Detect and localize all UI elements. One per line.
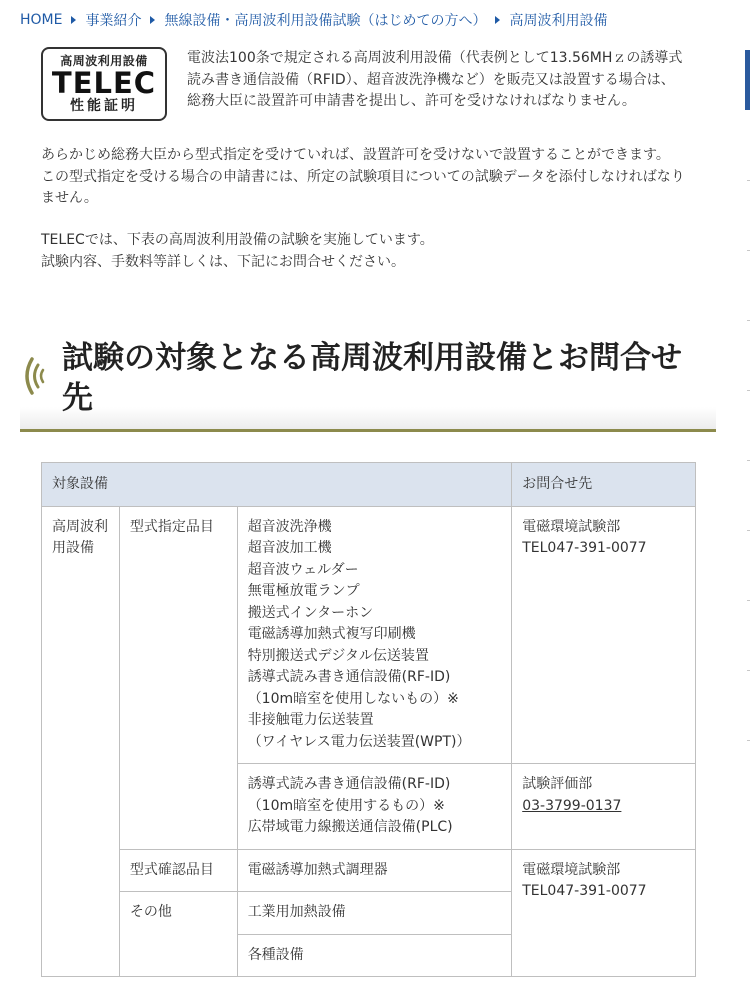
list-item: 無電極放電ランプ	[247, 583, 360, 599]
list-item: 誘導式読み書き通信設備(RF-ID)	[247, 669, 451, 685]
list-item: （10m暗室を使用しないもの）※	[247, 690, 459, 707]
badge-line3: 性能証明	[70, 98, 138, 114]
header-contact: お問合せ先	[512, 463, 696, 507]
contact1-cell	[512, 506, 696, 764]
list-item: 超音波洗浄機	[247, 518, 332, 535]
breadcrumb-radio-testing-link[interactable]: 無線設備・高周波利用設備試験（はじめての方へ）	[164, 13, 487, 29]
breadcrumb-current[interactable]: 高周波利用設備	[509, 13, 608, 29]
paragraph-telec-tests	[41, 230, 691, 273]
table-header-row	[42, 463, 696, 507]
breadcrumb-home-link[interactable]: HOME	[20, 12, 63, 28]
list-item: （10m暗室を使用するもの）※	[247, 797, 445, 814]
paragraph-line: TELECでは、下表の高周波利用設備の試験を実施しています。	[41, 232, 434, 248]
section-heading	[20, 336, 716, 432]
contact2-cell	[512, 764, 696, 850]
badge-line1: 高周波利用設備	[60, 54, 148, 68]
side-menu-tab[interactable]	[745, 50, 750, 110]
list-item: 特別搬送式デジタル伝送装置	[247, 647, 429, 664]
breadcrumb-business-link[interactable]: 事業紹介	[85, 13, 142, 29]
list-item: 非接触電力伝送装置	[247, 712, 374, 728]
contact3-cell	[512, 849, 696, 977]
badge-telec-logo: TELEC	[51, 66, 157, 100]
contact-phone-link[interactable]: 03-3799-0137	[522, 797, 622, 814]
paragraph-line: あらかじめ総務大臣から型式指定を受けていれば、設置許可を受けないで設置することができます。	[41, 147, 670, 163]
section-title: 試験の対象となる高周波利用設備とお問合せ先	[62, 340, 682, 416]
category-cell: 高周波利用設備	[42, 506, 120, 977]
group2-items-cell	[237, 764, 512, 850]
contact-dept: 試験評価部	[522, 776, 593, 792]
list-item: 超音波ウェルダー	[247, 561, 359, 578]
other-item-cell: 各種設備	[237, 934, 512, 977]
breadcrumb	[20, 9, 607, 31]
type-confirmed-cell: 型式確認品目	[119, 849, 237, 892]
other-item-cell: 工業用加熱設備	[237, 892, 512, 935]
type-designated-cell: 型式指定品目	[119, 506, 237, 849]
list-item: 電磁誘導加熱式複写印刷機	[247, 626, 416, 642]
equipment-contact-table	[41, 462, 696, 977]
wave-signal-icon	[20, 353, 50, 399]
heading-underline	[20, 429, 716, 432]
caret-right-icon	[150, 16, 155, 24]
table-row	[42, 849, 696, 892]
contact-dept: 電磁環境試験部	[522, 518, 621, 535]
header-equipment: 対象設備	[42, 463, 512, 507]
confirmed-item-cell: 電磁誘導加熱式調理器	[237, 849, 512, 892]
contact-dept: 電磁環境試験部	[522, 861, 621, 878]
caret-right-icon	[71, 16, 76, 24]
list-item: 超音波加工機	[247, 540, 332, 556]
caret-right-icon	[495, 16, 500, 24]
paragraph-line: 試験内容、手数料等詳しくは、下記にお問合せください。	[41, 253, 405, 270]
list-item: 広帯域電力線搬送通信設備(PLC)	[247, 819, 453, 835]
group1-items-cell	[237, 506, 512, 764]
paragraph-type-designation	[41, 145, 691, 210]
telec-performance-badge	[41, 47, 167, 121]
list-item: 搬送式インターホン	[247, 604, 374, 621]
contact-tel: TEL047-391-0077	[522, 883, 647, 899]
paragraph-line: この型式指定を受ける場合の申請書には、所定の試験項目についての試験データを添付しなければなりません。	[41, 168, 685, 206]
list-item: （ワイヤレス電力伝送装置(WPT)）	[247, 733, 471, 750]
contact-tel: TEL047-391-0077	[522, 540, 647, 556]
other-cell: その他	[119, 892, 237, 977]
intro-text: 電波法100条で規定される高周波利用設備（代表例として13.56MHｚの誘導式読み書き通信設備（RFID）、超音波洗浄機など）を販売又は設置する場合は、総務大臣に設置許可申請書を提出し、許可を受けなければなりません。	[187, 50, 683, 109]
table-row	[42, 506, 696, 764]
list-item: 誘導式読み書き通信設備(RF-ID)	[247, 776, 451, 792]
